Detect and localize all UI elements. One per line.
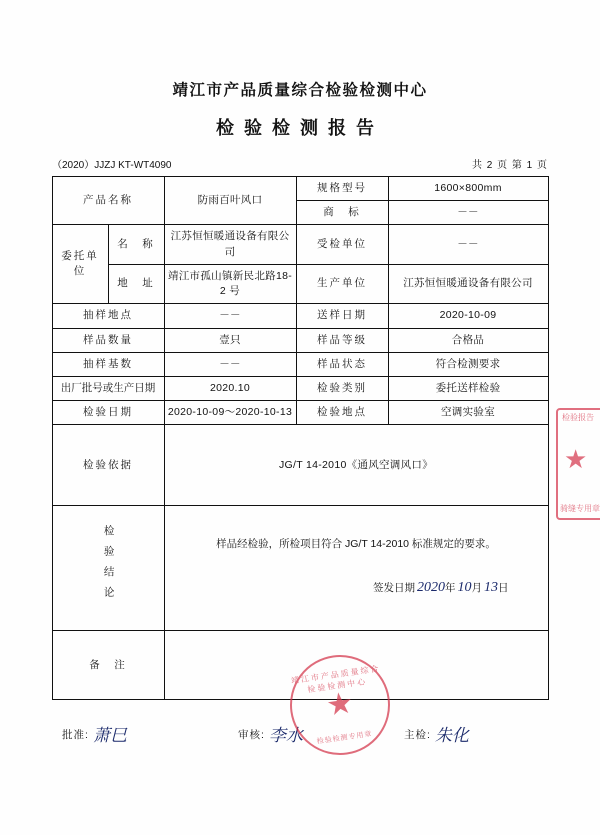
sampling-place-value: －－ xyxy=(164,304,296,328)
review-label: 审核: xyxy=(238,729,265,742)
brand-label: 商 标 xyxy=(296,201,388,225)
table-row xyxy=(52,401,548,425)
batch-value: 2020.10 xyxy=(164,376,296,400)
star-icon: ★ xyxy=(564,444,588,474)
issue-year-value: 2020 xyxy=(417,580,445,596)
conclusion-text: 样品经检验，所检项目符合 JG/T 14-2010 标准规定的要求。 xyxy=(216,537,496,550)
sample-state-label: 样品状态 xyxy=(296,352,388,376)
sample-qty-value: 壹只 xyxy=(164,328,296,352)
issue-day-unit: 日 xyxy=(498,582,509,595)
test-place-value: 空调实验室 xyxy=(388,401,548,425)
check-signature xyxy=(404,718,469,746)
remark-value xyxy=(164,631,548,700)
test-date-value: 2020-10-09～2020-10-13 xyxy=(164,401,296,425)
table-row xyxy=(52,376,548,400)
producer-value: 江苏恒恒暖通设备有限公司 xyxy=(388,264,548,303)
page-indicator: 共 2 页 第 1 页 xyxy=(471,160,548,171)
document-header xyxy=(0,0,600,140)
sample-date-value: 2020-10-09 xyxy=(388,304,548,328)
remark-label: 备 注 xyxy=(52,631,164,700)
review-sign-value: 李水 xyxy=(268,726,303,746)
star-icon: ★ xyxy=(324,686,356,723)
report-meta-line xyxy=(52,156,548,172)
inspected-unit-label: 受检单位 xyxy=(296,225,388,264)
client-name-value: 江苏恒恒暖通设备有限公司 xyxy=(164,225,296,264)
issue-month-value: 10 xyxy=(457,580,472,596)
issue-day-value: 13 xyxy=(484,580,498,596)
sample-date-label: 送样日期 xyxy=(296,304,388,328)
sampling-place-label: 抽样地点 xyxy=(52,304,164,328)
report-table xyxy=(52,176,549,700)
sample-qty-label: 样品数量 xyxy=(52,328,164,352)
organization-title: 靖江市产品质量综合检验检测中心 xyxy=(172,82,428,99)
approve-label: 批准: xyxy=(62,729,89,742)
batch-label: 出厂批号或生产日期 xyxy=(52,376,164,400)
sampling-base-value: －－ xyxy=(164,352,296,376)
conclusion-label-text: 检验结论 xyxy=(102,524,115,607)
edge-seal-stamp xyxy=(556,408,600,520)
edge-stamp-top-text: 检验报告 xyxy=(562,413,594,422)
check-sign-value: 朱化 xyxy=(434,726,469,746)
review-signature xyxy=(238,718,303,746)
sample-state-value: 符合检测要求 xyxy=(388,352,548,376)
conclusion-label xyxy=(52,506,164,631)
product-name-label: 产品名称 xyxy=(52,177,164,225)
spec-value: 1600×800mm xyxy=(388,177,548,201)
client-address-label: 地 址 xyxy=(108,264,164,303)
table-row xyxy=(52,225,548,264)
test-type-value: 委托送样检验 xyxy=(388,376,548,400)
issue-month-unit: 月 xyxy=(471,582,482,595)
table-row xyxy=(52,304,548,328)
sample-grade-value: 合格品 xyxy=(388,328,548,352)
inspected-unit-value: －－ xyxy=(388,225,548,264)
issue-date-row xyxy=(168,578,545,604)
approve-signature xyxy=(62,718,127,746)
client-name-label: 名 称 xyxy=(108,225,164,264)
table-row xyxy=(52,425,548,506)
table-row xyxy=(52,177,548,201)
sampling-base-label: 抽样基数 xyxy=(52,352,164,376)
test-place-label: 检验地点 xyxy=(296,401,388,425)
signature-row xyxy=(52,710,548,750)
brand-value: －－ xyxy=(388,201,548,225)
report-title: 检验检测报告 xyxy=(216,118,384,138)
issue-year-unit: 年 xyxy=(445,582,456,595)
edge-stamp-bottom-text: 骑缝专用章 xyxy=(560,504,600,514)
test-date-label: 检验日期 xyxy=(52,401,164,425)
client-address-value: 靖江市孤山镇新民北路18-2 号 xyxy=(164,264,296,303)
stamp-bottom-text: 检验检测专用章 xyxy=(316,730,373,746)
basis-label: 检验依据 xyxy=(52,425,164,506)
conclusion-cell xyxy=(164,506,548,631)
table-row xyxy=(52,506,548,631)
check-label: 主检: xyxy=(404,729,431,742)
issue-date-label: 签发日期 xyxy=(373,582,415,595)
producer-label: 生产单位 xyxy=(296,264,388,303)
table-row xyxy=(52,328,548,352)
stamp-top-text: 靖江市产品质量综合检验检测中心 xyxy=(290,664,381,695)
sample-grade-label: 样品等级 xyxy=(296,328,388,352)
table-row xyxy=(52,631,548,700)
table-row xyxy=(52,352,548,376)
basis-value: JG/T 14-2010《通风空调风口》 xyxy=(164,425,548,506)
report-code: （2020）JJZJ KT-WT4090 xyxy=(52,160,172,171)
spec-label: 规格型号 xyxy=(296,177,388,201)
approve-sign-value: 萧巳 xyxy=(92,726,127,746)
product-name-value: 防雨百叶风口 xyxy=(164,177,296,225)
test-type-label: 检验类别 xyxy=(296,376,388,400)
client-label: 委托单位 xyxy=(52,225,108,304)
table-row xyxy=(52,264,548,303)
